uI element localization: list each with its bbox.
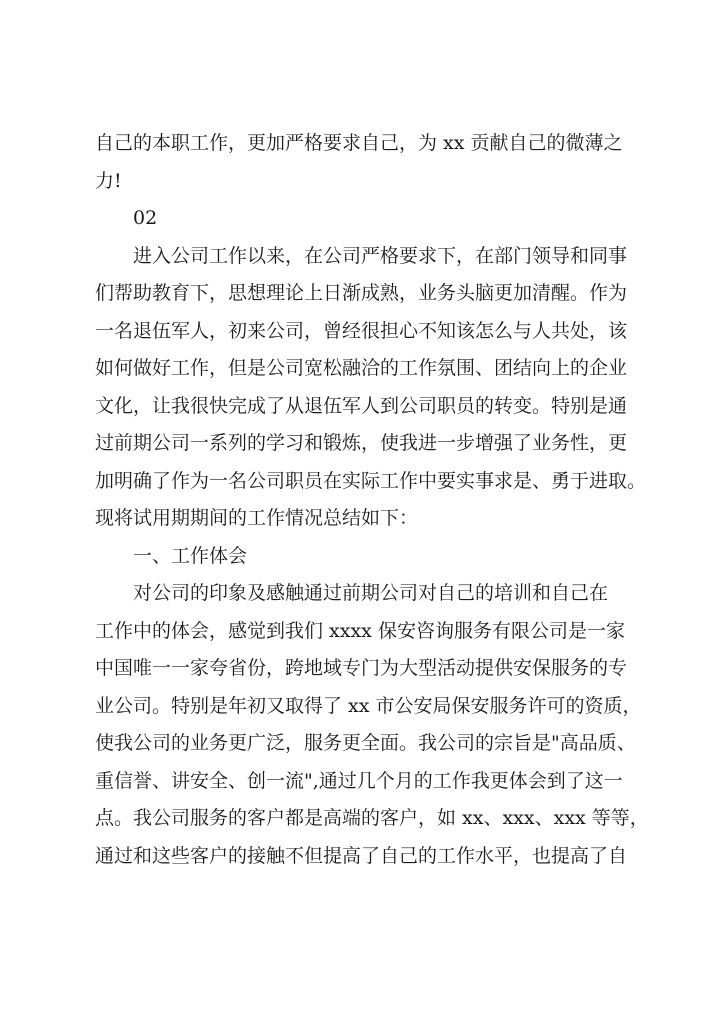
text-line: 文化，让我很快完成了从退伍军人到公司职员的转变。特别是通 <box>95 394 628 417</box>
text-line: 中国唯一一家夸省份，跨地域专门为大型活动提供安保服务的专 <box>95 657 628 679</box>
text-line: 一名退伍军人，初来公司，曾经很担心不知该怎么与人共处，该 <box>95 319 628 342</box>
text-line: 点。我公司服务的客户都是高端的客户，如 xx、xxx、xxx 等等， <box>95 807 649 829</box>
text-line: 使我公司的业务更广泛，服务更全面。我公司的宗旨是"高品质、 <box>95 732 636 754</box>
text-line: 重信誉、讲安全、创一流",通过几个月的工作我更体会到了这一 <box>95 769 623 792</box>
text-line: 业公司。特别是年初又取得了 xx 市公安局保安服务许可的资质， <box>95 694 642 717</box>
text-line: 如何做好工作，但是公司宽松融洽的工作氛围、团结向上的企业 <box>95 357 628 379</box>
text-line: 通过和这些客户的接触不但提高了自己的工作水平，也提高了自 <box>95 844 628 867</box>
text-line: 们帮助教育下，思想理论上日渐成熟，业务头脑更加清醒。作为 <box>95 282 628 304</box>
section-number: 02 <box>133 207 158 229</box>
text-line: 力! <box>95 169 122 192</box>
text-line: 现将试用期期间的工作情况总结如下： <box>95 507 419 529</box>
text-line: 加明确了作为一名公司职员在实际工作中要实事求是、勇于进取。 <box>95 469 647 492</box>
text-line: 工作中的体会，感觉到我们 xxxx 保安咨询服务有限公司是一家 <box>95 619 625 642</box>
text-line: 自己的本职工作，更加严格要求自己，为 xx 贡献自己的微薄之 <box>95 132 623 154</box>
text-line: 过前期公司一系列的学习和锻炼，使我进一步增强了业务性，更 <box>95 432 628 454</box>
text-line: 对公司的印象及感触通过前期公司对自己的培训和自己在 <box>133 582 609 604</box>
text-line: 进入公司工作以来，在公司严格要求下，在部门领导和同事 <box>133 244 628 267</box>
section-heading: 一、工作体会 <box>133 544 248 567</box>
document-body <box>95 125 649 875</box>
